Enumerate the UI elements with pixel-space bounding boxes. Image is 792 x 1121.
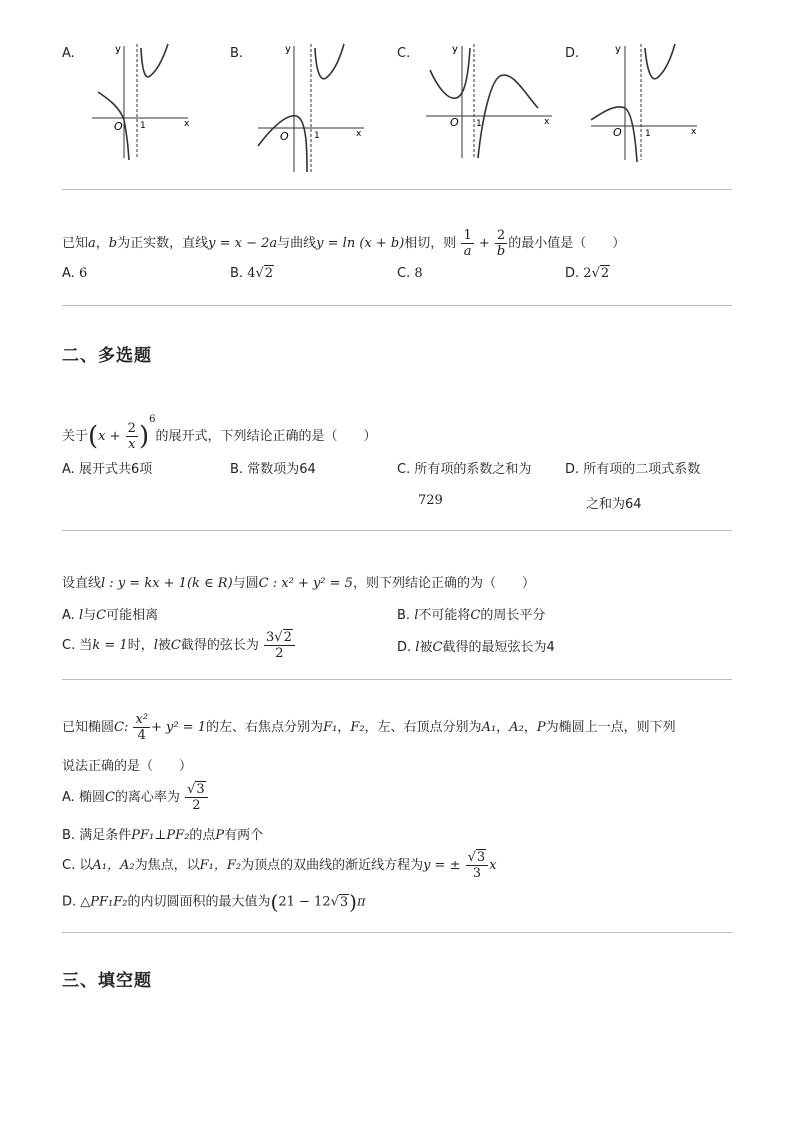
binomial-option-d[interactable]: D. 所有项的二项式系数 之和为64 <box>565 462 701 512</box>
circle-option-c[interactable]: C. 当k = 1时，l被C截得的弦长为 $\frac{3√2}{2}$ <box>62 630 296 661</box>
svg-text:1: 1 <box>476 119 482 129</box>
circle-option-d[interactable]: D. l被C截得的最短弦长为4 <box>397 640 555 655</box>
svg-text:O: O <box>450 116 459 129</box>
tangent-option-b[interactable]: B. 4√2 <box>230 266 274 281</box>
graph-d <box>585 40 705 165</box>
svg-text:y: y <box>452 44 458 55</box>
divider <box>62 305 732 306</box>
svg-text:x: x <box>356 129 362 139</box>
circle-option-b[interactable]: B. l不可能将C的周长平分 <box>397 608 546 623</box>
svg-text:x: x <box>184 119 190 129</box>
binomial-option-a[interactable]: A. 展开式共6项 <box>62 462 153 477</box>
svg-text:O: O <box>613 126 622 139</box>
ellipse-option-b[interactable]: B. 满足条件PF₁⊥PF₂的点P有两个 <box>62 828 264 843</box>
question-ellipse-stem-line2: 说法正确的是（ ） <box>62 759 193 774</box>
question-tangent-stem: 已知a，b为正实数，直线y = x − 2a与曲线y = ln (x + b)相切，则 $\frac{1}{a}$ + $\frac{2}{b}$ 的最小值是（ ） <box>62 228 626 259</box>
divider <box>62 679 732 680</box>
graph-c <box>420 40 555 165</box>
svg-text:1: 1 <box>645 129 651 139</box>
binomial-option-b[interactable]: B. 常数项为64 <box>230 462 316 477</box>
ellipse-option-a[interactable]: A. 椭圆C的离心率为 $\frac{√3}{2}$ <box>62 782 209 813</box>
binomial-option-c[interactable]: C. 所有项的系数之和为 729 <box>397 462 532 508</box>
svg-text:1: 1 <box>314 131 320 141</box>
graph-option-a-label[interactable]: A. <box>62 46 75 61</box>
svg-text:y: y <box>285 44 291 55</box>
circle-option-a[interactable]: A. l与C可能相离 <box>62 608 159 623</box>
graph-option-b-label[interactable]: B. <box>230 46 244 61</box>
svg-text:x: x <box>544 117 550 127</box>
section-title-fill-in: 三、填空题 <box>62 971 152 991</box>
question-ellipse-stem: 已知椭圆C: $\frac{\text{x²}}{4}$ + y² = 1的左、右焦点分别为F₁，F₂，左、右顶点分别为A₁，A₂，P为椭圆上一点，则下列 <box>62 712 676 743</box>
svg-text:y: y <box>615 44 621 55</box>
svg-text:1: 1 <box>140 121 146 131</box>
tangent-option-a[interactable]: A. 6 <box>62 266 88 281</box>
tangent-option-d[interactable]: D. 2√2 <box>565 266 610 281</box>
section-title-multiple-choice: 二、多选题 <box>62 346 152 366</box>
divider <box>62 189 732 190</box>
divider <box>62 530 732 531</box>
graph-b <box>248 40 368 175</box>
graph-option-d-label[interactable]: D. <box>565 46 580 61</box>
svg-text:O: O <box>114 120 123 133</box>
graph-a <box>80 40 200 165</box>
svg-text:O: O <box>280 130 289 143</box>
ellipse-option-d[interactable]: D. △PF₁F₂的内切圆面积的最大值为(21 − 12√3)π <box>62 890 366 914</box>
divider <box>62 932 732 933</box>
question-circle-stem: 设直线l : y = kx + 1(k ∈ R)与圆C : x² + y² = 5，则下列结论正确的为（ ） <box>62 576 535 591</box>
graph-option-c-label[interactable]: C. <box>397 46 411 61</box>
question-binomial-stem: 关于(x + $\frac{2}{x}$ )$^6$的展开式，下列结论正确的是（ ） <box>62 414 377 452</box>
svg-text:y: y <box>115 44 121 55</box>
tangent-option-c[interactable]: C. 8 <box>397 266 423 281</box>
ellipse-option-c[interactable]: C. 以A₁，A₂为焦点，以F₁，F₂为顶点的双曲线的渐近线方程为y = ± $\frac{√3}{3}$ x <box>62 850 497 881</box>
svg-text:x: x <box>691 127 697 137</box>
